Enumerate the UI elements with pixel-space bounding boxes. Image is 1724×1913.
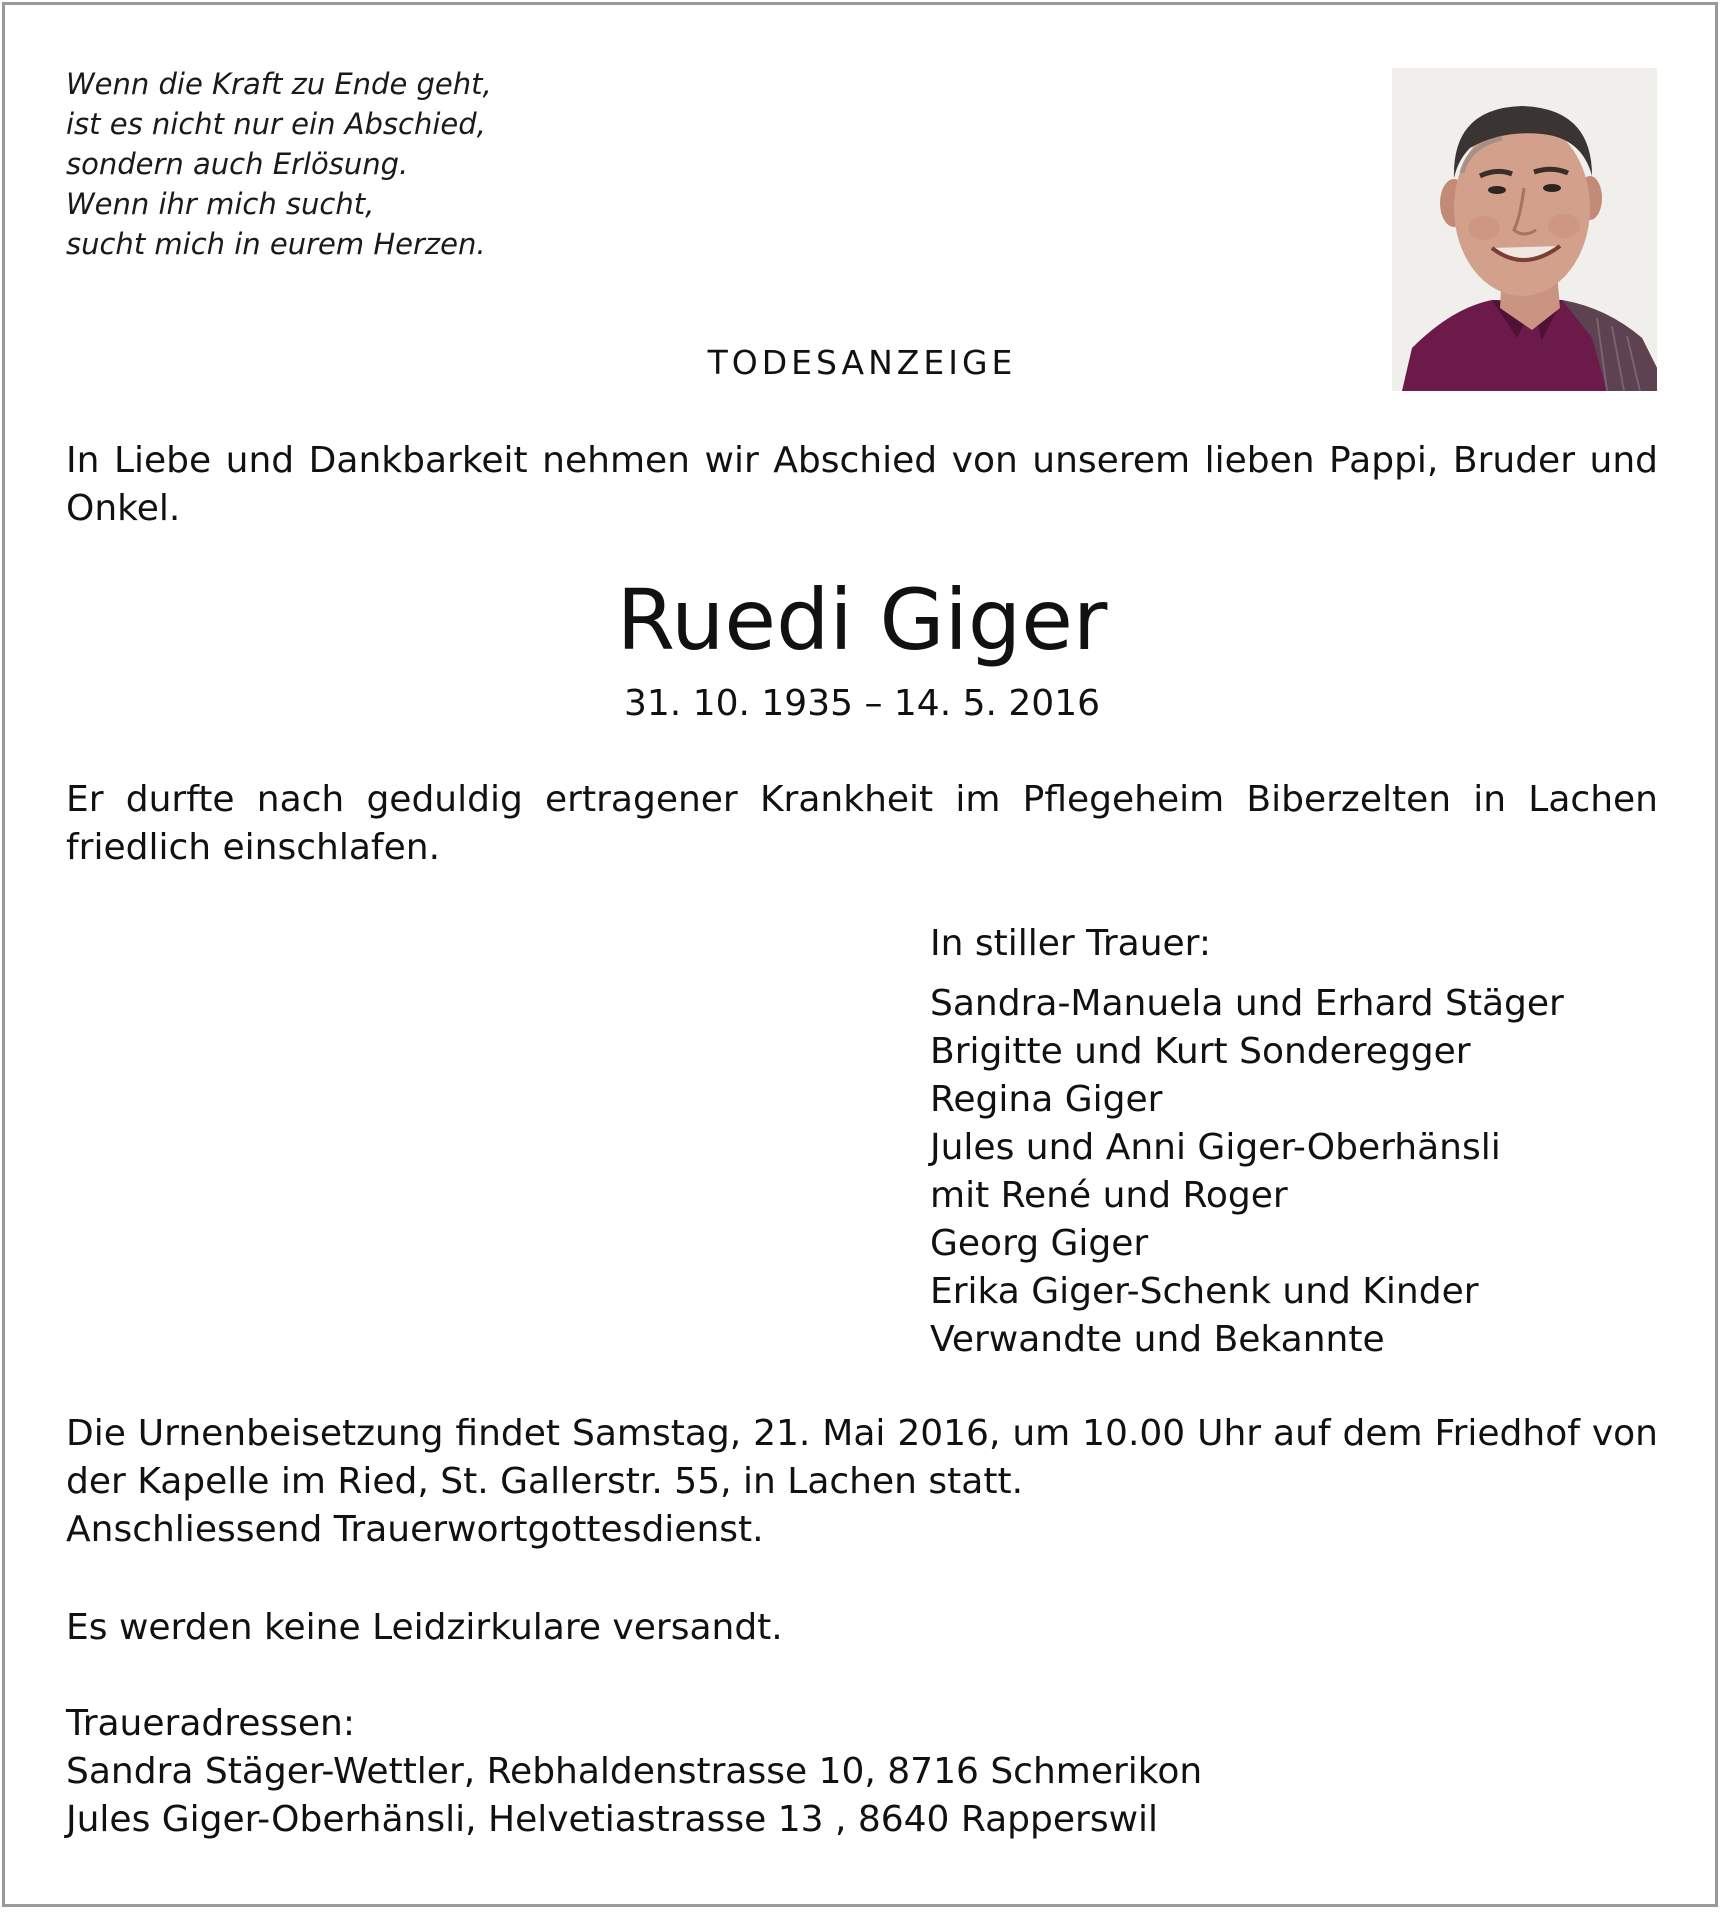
addresses-block (66, 1700, 1658, 1844)
notice-heading: TODESANZEIGE (707, 343, 1017, 382)
life-dates: 31. 10. 1935 – 14. 5. 2016 (624, 683, 1100, 724)
no-circulars-text (66, 1604, 1658, 1652)
passing-text: Er durfte nach geduldig ertragener Krankheit im Pflegeheim Biberzelten in Lachen friedlich einschlafen. (66, 779, 1658, 868)
service-text (66, 1506, 1658, 1554)
address-line: Sandra Stäger-Wettler, Rebhaldenstrasse 10, 8716 Schmerikon (66, 1751, 1203, 1792)
mourner-name: Erika Giger-Schenk und Kinder (930, 1271, 1479, 1312)
mourner-name: mit René und Roger (930, 1175, 1288, 1216)
mourners-list (930, 920, 1564, 1364)
mourner-name: Brigitte und Kurt Sonderegger (930, 1031, 1471, 1072)
poem-line: Wenn ihr mich sucht, (66, 187, 375, 221)
intro-text: In Liebe und Dankbarkeit nehmen wir Abschied von unserem lieben Pappi, Bruder und Onkel. (66, 440, 1658, 529)
poem-line: sondern auch Erlösung. (66, 147, 409, 181)
mourners-intro: In stiller Trauer: (930, 923, 1211, 964)
addresses-label: Traueradressen: (66, 1703, 356, 1744)
poem (66, 64, 492, 264)
poem-line: Wenn die Kraft zu Ende geht, (66, 67, 492, 101)
burial-text: Die Urnenbeisetzung findet Samstag, 21. Mai 2016, um 10.00 Uhr auf dem Friedhof von der Kapelle im Ried, St. Gallerstr. 55, in Lachen statt. (66, 1413, 1658, 1502)
poem-line: sucht mich in eurem Herzen. (66, 227, 486, 261)
mourner-name: Sandra-Manuela und Erhard Stäger (930, 983, 1564, 1024)
mourner-name: Regina Giger (930, 1079, 1163, 1120)
no-circulars-line: Es werden keine Leidzirkulare versandt. (66, 1607, 783, 1648)
mourner-name: Jules und Anni Giger-Oberhänsli (930, 1127, 1501, 1168)
address-line: Jules Giger-Oberhänsli, Helvetiastrasse 13 , 8640 Rapperswil (66, 1799, 1159, 1840)
mourner-name: Verwandte und Bekannte (930, 1319, 1385, 1360)
poem-line: ist es nicht nur ein Abschied, (66, 107, 486, 141)
mourner-name: Georg Giger (930, 1223, 1149, 1264)
deceased-name: Ruedi Giger (616, 571, 1108, 669)
service-line: Anschliessend Trauerwortgottesdienst. (66, 1509, 764, 1550)
